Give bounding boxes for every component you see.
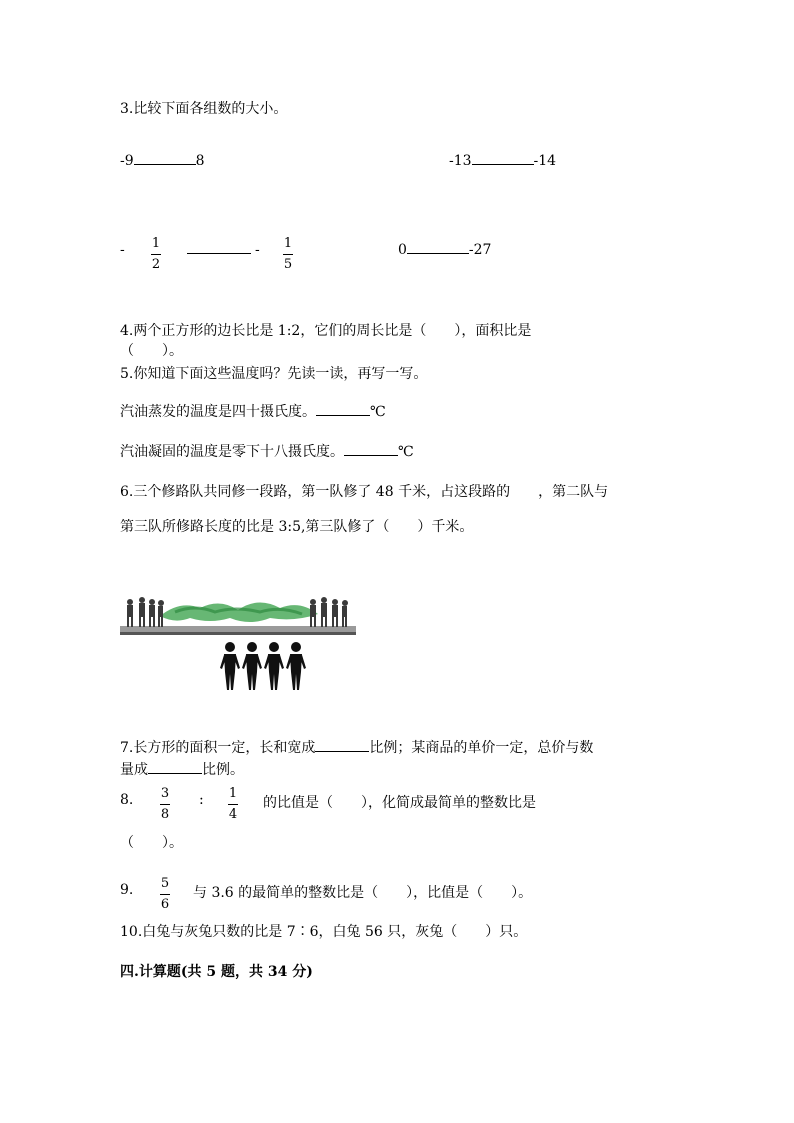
q3-compare-a: -9 8	[120, 153, 205, 169]
q3-compare-c: -	[187, 242, 260, 258]
q3-minus-1: -	[120, 242, 125, 258]
q5-item1: 汽油蒸发的温度是四十摄氏度。 ℃	[120, 404, 386, 420]
q4-line1: 4.两个正方形的边长比是 1:2，它们的周长比是（ ），面积比是	[120, 323, 532, 339]
answer-blank[interactable]	[472, 163, 534, 165]
q9-text: 与 3.6 的最简单的整数比是（ ），比值是（ ）。	[193, 885, 533, 901]
q7-line1: 7.长方形的面积一定，长和宽成 比例；某商品的单价一定，总价与数	[120, 740, 594, 756]
q7-line2: 量成 比例。	[120, 762, 244, 778]
q3-compare-b: -13 -14	[449, 153, 557, 169]
road-workers-illustration	[120, 590, 360, 700]
section-title: 四.计算题(共 5 题，共 34 分)	[120, 964, 313, 980]
answer-blank[interactable]	[344, 454, 398, 456]
fraction-1-5: 1 5	[283, 236, 293, 272]
answer-blank[interactable]	[316, 414, 370, 416]
fraction-1-2: 1 2	[151, 236, 161, 272]
q8-text: 的比值是（ ），化简成最简单的整数比是	[263, 795, 536, 811]
q6-line2: 第三队所修路长度的比是 3:5,第三队修了（ ）千米。	[120, 519, 474, 535]
q8-colon: :	[199, 792, 204, 808]
answer-blank[interactable]	[315, 750, 369, 752]
answer-blank[interactable]	[187, 252, 251, 254]
q8-number: 8.	[120, 792, 134, 808]
answer-blank[interactable]	[148, 772, 202, 774]
q9-number: 9.	[120, 882, 134, 898]
fraction-5-6: 5 6	[160, 876, 170, 912]
q5-item2: 汽油凝固的温度是零下十八摄氏度。 ℃	[120, 444, 414, 460]
answer-blank[interactable]	[134, 163, 196, 165]
fraction-3-8: 3 8	[160, 786, 170, 822]
q3-compare-d: 0 -27	[398, 242, 492, 258]
q6-line1: 6.三个修路队共同修一段路，第一队修了 48 千米，占这段路的 ，第二队与	[120, 484, 609, 500]
q8-line2: （ ）。	[120, 835, 183, 851]
q4-line2: （ ）。	[120, 343, 183, 359]
answer-blank[interactable]	[407, 252, 469, 254]
q5-title: 5.你知道下面这些温度吗？先读一读，再写一写。	[120, 366, 428, 382]
q3-title: 3.比较下面各组数的大小。	[120, 101, 288, 117]
fraction-1-4: 1 4	[228, 786, 238, 822]
q10-text: 10.白兔与灰兔只数的比是 7∶6，白兔 56 只，灰兔（ ）只。	[120, 924, 528, 940]
